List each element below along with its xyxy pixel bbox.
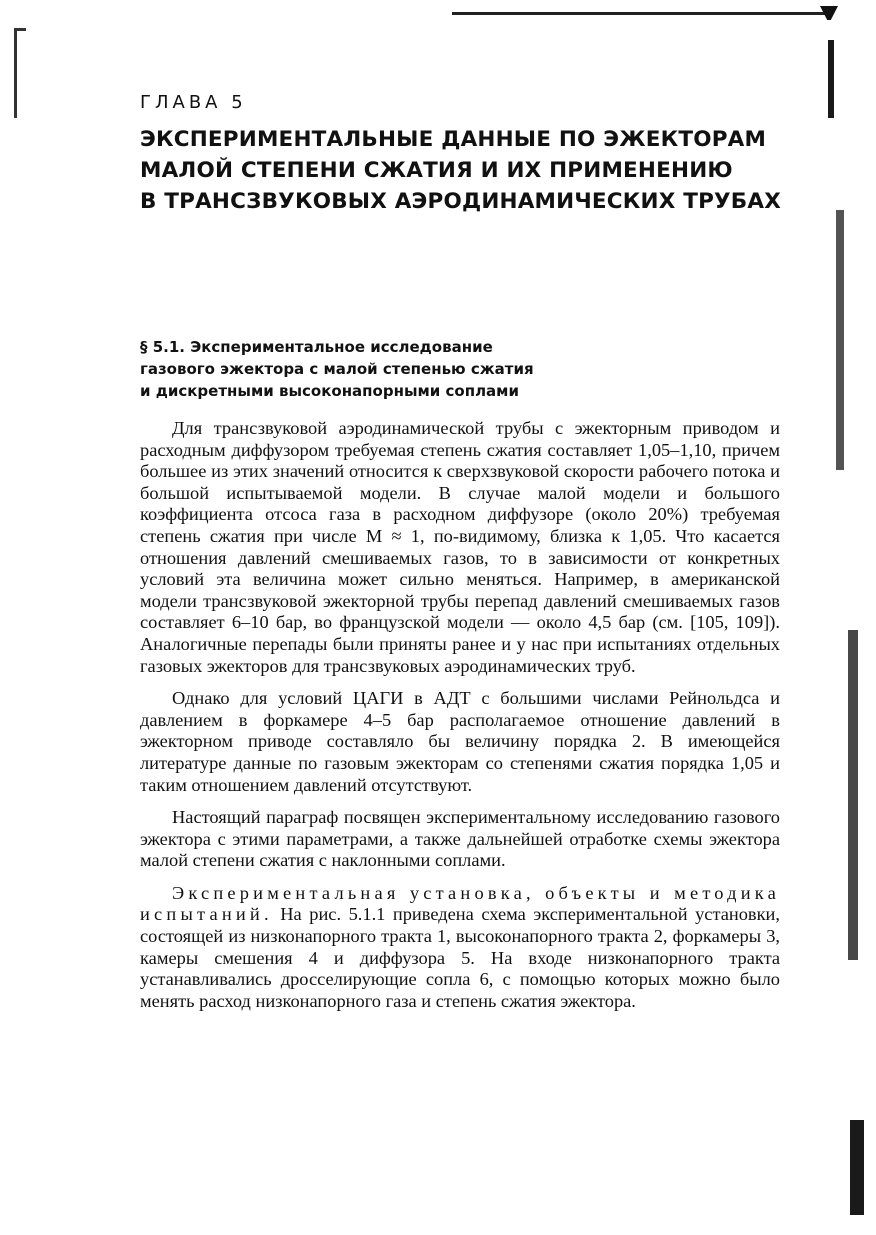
scan-artifact-right-bar-2 [836, 210, 844, 470]
paragraph-4-text: На рис. 5.1.1 приведена схема экспериментальной установки, состоящей из низконапорного тракта 1, высоконапорного тракта 2, форкамеры 3, камеры смешения 4 и диффузора 5. На входе низконапорного тракта устанавливались дросселирующие сопла 6, с помощью которых можно было менять расход низконапорного газа и степень сжатия эжектора. [140, 904, 780, 1011]
paragraph-1: Для трансзвуковой аэродинамической трубы с эжекторным приводом и расходным диффузором требуемая степень сжатия составляет 1,05–1,10, причем большее из этих значений относится к сверхзвуковой скорости рабочего потока и большой испытываемой модели. В случае малой модели и большого коэффициента отсоса газа в расходном диффузоре (около 20%) требуемая степень сжатия при числе M ≈ 1, по-видимому, близка к 1,05. Что касается отношения давлений смешиваемых газов, то в зависимости от конкретных условий эта величина может сильно меняться. Например, в американской модели трансзвуковой эжекторной трубы перепад давлений смешиваемых газов составляет 6–10 бар, во французской модели — около 4,5 бар (см. [105, 109]). Аналогичные перепады были приняты ранее и у нас при испытаниях отдельных газовых эжекторов для трансзвуковых аэродинамических труб. [140, 418, 780, 676]
scan-artifact-left-corner [14, 28, 26, 31]
scan-artifact-top-line [452, 12, 832, 15]
paragraph-2: Однако для условий ЦАГИ в АДТ с большими числами Рейнольдса и давлением в форкамере 4–5 бар располагаемое отношение давлений в эжекторном приводе составляло бы величину порядка 2. В имеющейся литературе данные по газовым эжекторам со степенями сжатия порядка 1,05 и таким отношением давлений отсутствуют. [140, 688, 780, 795]
scan-artifact-right-bar-3 [848, 630, 858, 960]
paragraph-4 [140, 883, 780, 1013]
scan-artifact-right-bar-4 [850, 1120, 864, 1215]
section-title-line-2: газового эжектора с малой степенью сжатия [140, 360, 534, 378]
chapter-title-line-1: ЭКСПЕРИМЕНТАЛЬНЫЕ ДАННЫЕ ПО ЭЖЕКТОРАМ [140, 127, 767, 152]
scan-artifact-left-edge [14, 28, 17, 118]
chapter-title [140, 124, 800, 217]
chapter-label: ГЛАВА 5 [140, 92, 247, 113]
chapter-title-line-2: МАЛОЙ СТЕПЕНИ СЖАТИЯ И ИХ ПРИМЕНЕНИЮ [140, 158, 733, 183]
paragraph-4-lead: Экспериментальная установка, объекты и методика испытаний. [140, 882, 780, 925]
paragraph-3: Настоящий параграф посвящен экспериментальному исследованию газового эжектора с этими параметрами, а также дальнейшей отработке схемы эжектора малой степени сжатия с наклонными соплами. [140, 807, 780, 871]
chapter-title-line-3: В ТРАНСЗВУКОВЫХ АЭРОДИНАМИЧЕСКИХ ТРУБАХ [140, 189, 782, 214]
section-title-line-3: и дискретными высоконапорными соплами [140, 382, 519, 400]
section-title-line-1: § 5.1. Экспериментальное исследование [140, 338, 493, 356]
body-text [140, 418, 780, 1023]
section-title [140, 336, 700, 402]
scan-artifact-right-bar-1 [828, 40, 834, 118]
